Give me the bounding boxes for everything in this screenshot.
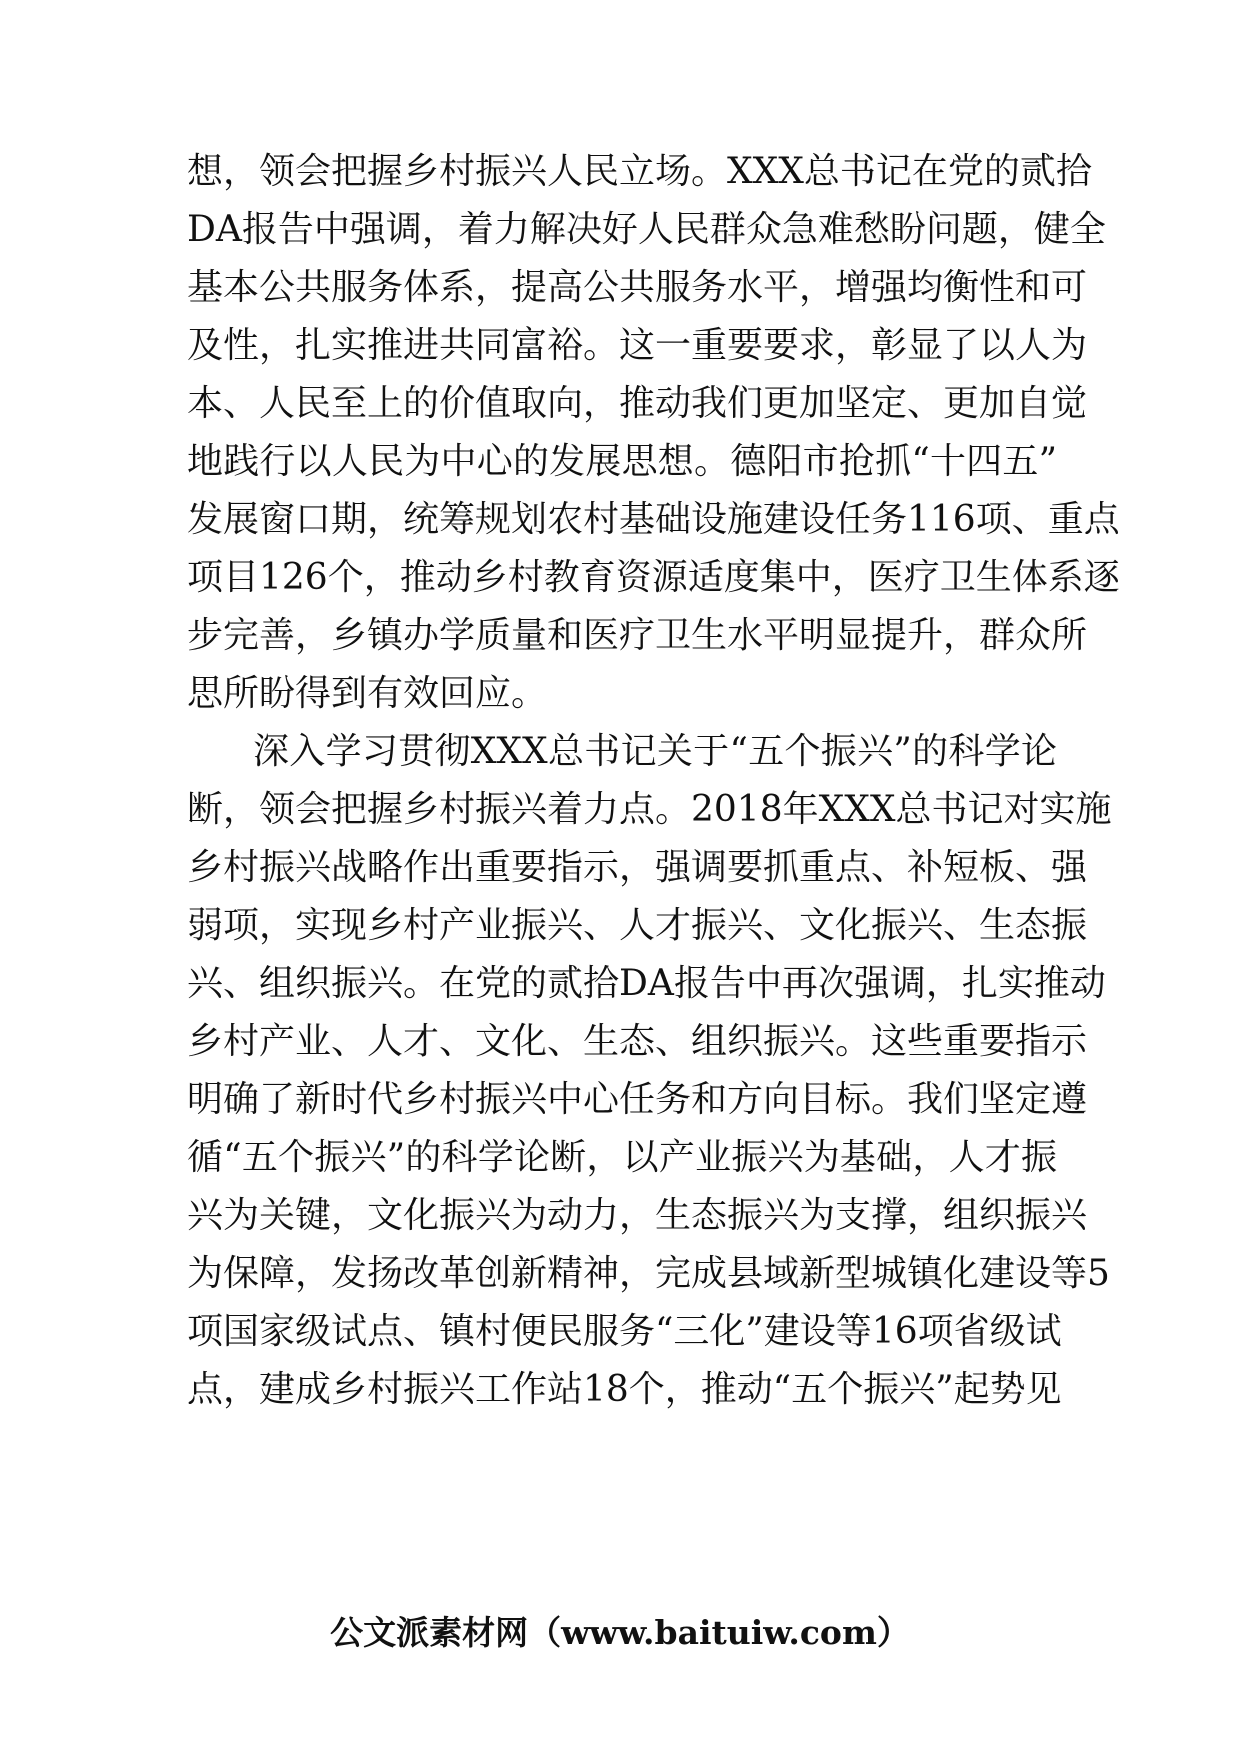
- body-text-line: 基本公共服务体系，提高公共服务水平，增强均衡性和可: [187, 267, 1088, 308]
- body-text-line: 项目126个，推动乡村教育资源适度集中，医疗卫生体系逐: [187, 557, 1120, 598]
- body-text-line: 乡村振兴战略作出重要指示，强调要抓重点、补短板、强: [187, 847, 1088, 888]
- body-text-line: 明确了新时代乡村振兴中心任务和方向目标。我们坚定遵: [187, 1079, 1088, 1120]
- body-text-line: 兴为关键，文化振兴为动力，生态振兴为支撑，组织振兴: [187, 1195, 1088, 1236]
- body-text-line: 发展窗口期，统筹规划农村基础设施建设任务116项、重点: [187, 499, 1120, 540]
- body-text-line: 深入学习贯彻XXX总书记关于“五个振兴”的科学论: [253, 731, 1057, 772]
- body-text-line: 为保障，发扬改革创新精神，完成县域新型城镇化建设等5: [187, 1253, 1110, 1294]
- body-text-line: 想，领会把握乡村振兴人民立场。XXX总书记在党的贰拾: [187, 151, 1092, 192]
- body-text-line: 本、人民至上的价值取向，推动我们更加坚定、更加自觉: [187, 383, 1088, 424]
- footer-source: 公文派素材网（www.baituiw.com）: [330, 1613, 910, 1652]
- body-text-line: 弱项，实现乡村产业振兴、人才振兴、文化振兴、生态振: [187, 905, 1088, 946]
- body-text-line: 及性，扎实推进共同富裕。这一重要要求，彰显了以人为: [187, 325, 1088, 366]
- body-text-line: 循“五个振兴”的科学论断，以产业振兴为基础，人才振: [187, 1137, 1057, 1178]
- body-text-line: 地践行以人民为中心的发展思想。德阳市抢抓“十四五”: [187, 441, 1057, 482]
- body-text-line: 点，建成乡村振兴工作站18个，推动“五个振兴”起势见: [187, 1369, 1062, 1410]
- body-text-line: 思所盼得到有效回应。: [187, 673, 548, 714]
- body-text-line: DA报告中强调，着力解决好人民群众急难愁盼问题，健全: [187, 209, 1106, 250]
- body-text-line: 项国家级试点、镇村便民服务“三化”建设等16项省级试: [187, 1311, 1062, 1352]
- body-text-line: 兴、组织振兴。在党的贰拾DA报告中再次强调，扎实推动: [187, 963, 1106, 1004]
- body-text-line: 断，领会把握乡村振兴着力点。2018年XXX总书记对实施: [187, 789, 1112, 830]
- body-text-line: 步完善，乡镇办学质量和医疗卫生水平明显提升，群众所: [187, 615, 1088, 656]
- body-text-line: 乡村产业、人才、文化、生态、组织振兴。这些重要指示: [187, 1021, 1088, 1062]
